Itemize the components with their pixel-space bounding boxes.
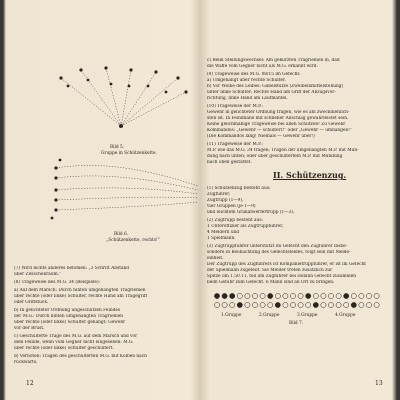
text-line: beim Geführ zum Gefecht. 6 Mann sind an Ort zu bringen. bbox=[207, 280, 335, 285]
text-line: einheit. bbox=[207, 256, 224, 261]
formation-marker bbox=[214, 302, 219, 307]
formation-marker bbox=[252, 293, 257, 298]
formation-marker bbox=[268, 293, 273, 298]
formation-marker bbox=[214, 293, 219, 298]
formation-marker bbox=[252, 302, 257, 307]
formation-marker bbox=[374, 302, 379, 307]
text-line: Der Zugtrupp des Zugführers ist Kompanietruppführer, er ist im Gefecht bbox=[207, 262, 367, 267]
text-line: vier Gruppen (je 1—9) bbox=[207, 204, 256, 209]
page-number: 13 bbox=[375, 380, 383, 387]
text-line: (Die Kommandos lang! Niemals — Gewehr über!) bbox=[207, 134, 315, 139]
text-line: a) Umgehängt über rechte Schulter. bbox=[207, 78, 286, 83]
formation-marker bbox=[328, 302, 333, 307]
text-line: vor der Brust. bbox=[14, 326, 45, 331]
text-line: (10) Trageweise der M.P.: bbox=[207, 104, 263, 109]
formation-marker bbox=[359, 302, 364, 307]
figure-7-label: Bild 7. bbox=[289, 321, 304, 326]
text-line: Gewehr in gelichteter Ordnung tragen, wie es am zweckdienlich- bbox=[207, 110, 350, 115]
text-line: unter linke Schulter; Rechte Hand am Griff der Abzugsvor- bbox=[207, 90, 336, 95]
text-line: (7) Wird nichts anderes befohlen: „3 Schritt Abstand bbox=[14, 266, 130, 271]
formation-marker bbox=[313, 293, 318, 298]
text-line: über rechte (oder linke) Schulter geschultert. bbox=[14, 346, 114, 351]
text-line: Zugtrupp (1—9), bbox=[207, 198, 244, 203]
text-line: c) Beim Stellungswechsel: Am gekürzten Tragriemen in, daß bbox=[207, 58, 340, 63]
formation-marker bbox=[290, 302, 295, 307]
text-line: sten ist. In Feindnähe mit schneller Anschlag gewährleistet sein. bbox=[207, 116, 349, 121]
text-line: a) Auf dem Marsch: Durch hinten umgehängten Tragriemen bbox=[14, 288, 146, 293]
formation-marker bbox=[283, 302, 288, 307]
text-line: dem Feinde, wenn vom Gegner nicht eingesehen: M.G. bbox=[14, 340, 134, 345]
formation-marker bbox=[336, 293, 341, 298]
right-page bbox=[203, 0, 393, 400]
text-line: der M.G.: Durch hinten umgehängten Tragriemen bbox=[14, 314, 124, 319]
formation-marker bbox=[230, 302, 235, 307]
text-line: (1) Schützenzug besteht aus: bbox=[207, 186, 271, 191]
text-line: (8) Trageweise des M.G. 34 (Beispiele): bbox=[14, 280, 101, 285]
formation-marker bbox=[237, 293, 242, 298]
formation-marker bbox=[336, 302, 341, 307]
formation-marker bbox=[351, 302, 356, 307]
figure-7-group-label: 3.Gruppe bbox=[297, 313, 318, 318]
formation-marker bbox=[306, 293, 311, 298]
text-line: Kommandos: „Gewehr — schultert!“ oder „Gewehr — umhängen!“ bbox=[207, 128, 353, 133]
formation-marker bbox=[245, 302, 250, 307]
text-line: die Waffe vom Gegner nicht als M.G. erkannt wird. bbox=[207, 64, 318, 69]
text-line: Spitze um 1.50.11, teil am Zugführer bei sodann Gefecht zusammen bbox=[207, 274, 357, 279]
text-line: d) Verboten: Tragen des geschulterten M.G. mit Kolben nach bbox=[14, 354, 147, 359]
text-line: der Spielmann zugeteilt. Sie Melder treten zusätzlich zur bbox=[207, 268, 333, 273]
figure-5-label: Bild 5. bbox=[110, 145, 125, 150]
formation-marker bbox=[237, 302, 242, 307]
figure-5-caption: Gruppe in Schützenkette. bbox=[101, 151, 157, 156]
page-number: 12 bbox=[26, 380, 34, 387]
text-line: M.P. wie das M.G. 34 tragen; Tragen der umgehängten M.P. mit Mün- bbox=[207, 148, 359, 153]
text-line: b) In gelichteter Ordnung ungeschützen Feindes bbox=[14, 308, 121, 313]
formation-marker bbox=[275, 293, 280, 298]
formation-marker bbox=[328, 293, 333, 298]
formation-marker bbox=[344, 302, 349, 307]
formation-marker bbox=[222, 302, 227, 307]
text-line: oder Griffstück. bbox=[14, 300, 49, 305]
text-line: c) Geschulterte Trage des M.G. auf dem Marsch und vor bbox=[14, 334, 138, 339]
formation-marker bbox=[306, 302, 311, 307]
figure-7-group-label: 1.Gruppe bbox=[221, 313, 242, 318]
figure-7-group-label: 4.Gruppe bbox=[335, 313, 356, 318]
formation-marker bbox=[222, 293, 227, 298]
text-line: 1 Spielmann. bbox=[207, 236, 236, 241]
text-line: dung nach unten; oder über geschultertem M.P. mit Mündung bbox=[207, 154, 343, 159]
text-line: 4 Meldern und bbox=[207, 230, 240, 235]
formation-marker bbox=[351, 293, 356, 298]
text-line: rückwärts. bbox=[14, 360, 38, 365]
text-line: richtung, linke Hand am Laufmantel. bbox=[207, 96, 288, 101]
formation-marker bbox=[298, 293, 303, 298]
formation-marker bbox=[374, 293, 379, 298]
text-line: Keine gleichmäßige Trageweise bei allen Schützen! Zu Gewehr bbox=[207, 122, 346, 127]
formation-marker bbox=[290, 293, 295, 298]
formation-marker bbox=[313, 302, 318, 307]
text-line: über rechte (oder linke) Schulter gehängt; Gewehr bbox=[14, 320, 126, 325]
text-line: sondere in Beobachtung des Gefechtsfeldes, folgt sein mit Melde- bbox=[207, 250, 351, 255]
formation-marker bbox=[366, 293, 371, 298]
text-line: 1 Unteroffizier als Zugtruppführer, bbox=[207, 224, 284, 229]
figure-6-label: Bild 6. bbox=[114, 232, 129, 237]
figure-7-group-label: 2.Gruppe bbox=[259, 313, 280, 318]
text-line: und leichtem Granatwerfertrupp (1—3). bbox=[207, 210, 295, 215]
text-line: (2) Zugtrupp besteht aus: bbox=[207, 218, 263, 223]
formation-marker bbox=[283, 293, 288, 298]
formation-marker bbox=[321, 302, 326, 307]
text-line: über Zwischenraum.“ bbox=[14, 272, 62, 277]
formation-marker bbox=[260, 302, 265, 307]
formation-marker bbox=[359, 293, 364, 298]
text-line: Zugführer, bbox=[207, 192, 231, 197]
formation-marker bbox=[275, 302, 280, 307]
formation-marker bbox=[245, 293, 250, 298]
formation-marker bbox=[298, 302, 303, 307]
text-line: über rechte (oder linke) Schulter, rechte Hand am Tragegriff bbox=[14, 294, 148, 299]
figure-7-diagram bbox=[203, 0, 393, 400]
formation-marker bbox=[268, 302, 273, 307]
formation-marker bbox=[344, 293, 349, 298]
text-line: nach oben gestattet. bbox=[207, 160, 252, 165]
left-page bbox=[6, 0, 200, 400]
figure-6-caption: „Schützenkette, rechts!“ bbox=[106, 238, 160, 243]
formation-marker bbox=[230, 293, 235, 298]
text-line: b) Vor Wölbe des Leibes: Gabelstütze (Zweibeinmittelstellung) bbox=[207, 84, 344, 89]
text-line: (11) Trageweise der M.P.: bbox=[207, 142, 263, 147]
formation-marker bbox=[260, 293, 265, 298]
text-line: (3) Zugtruppführer unterstützt im Gefecht den Zugführer insbe- bbox=[207, 244, 348, 249]
formation-marker bbox=[321, 293, 326, 298]
text-line: (9) Trageweise des M.G. 08/15 im Gefecht: bbox=[207, 72, 301, 77]
formation-marker bbox=[366, 302, 371, 307]
section-title: II. Schützenzug. bbox=[273, 170, 347, 180]
